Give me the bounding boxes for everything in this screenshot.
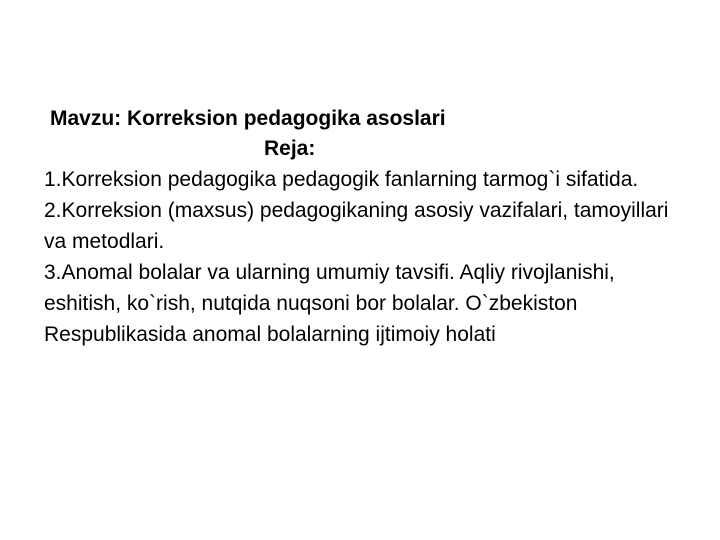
- slide-title: Mavzu: Korreksion pedagogika asoslari: [50, 107, 446, 130]
- agenda-heading: Reja:: [264, 137, 316, 160]
- agenda-item-1: 1.Korreksion pedagogika pedagogik fanlarning tarmog`i sifatida.: [44, 168, 639, 191]
- slide-content: [44, 104, 684, 350]
- agenda-item-2: 2.Korreksion (maxsus) pedagogikaning asosiy vazifalari, tamoyillari va metodlari.: [44, 199, 669, 253]
- agenda-item-3: 3.Anomal bolalar va ularning umumiy tavsifi. Aqliy rivojlanishi, eshitish, ko`rish, nutqida nuqsoni bor bolalar. O`zbekiston Respublikasida anomal bolalarning ijtimoiy holati: [44, 261, 615, 346]
